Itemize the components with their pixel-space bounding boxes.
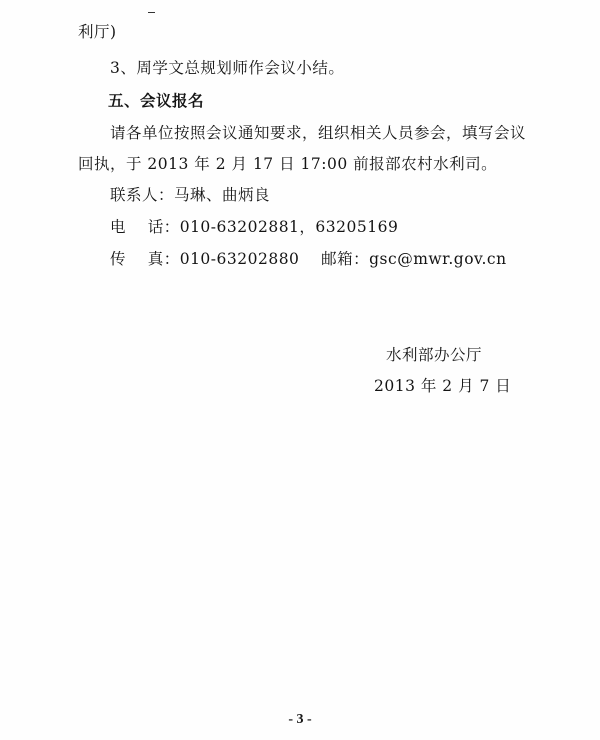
phone-line: 电 话：010-63202881，63205169 [110, 218, 399, 236]
text-line-4: 请各单位按照会议通知要求，组织相关人员参会，填写会议 [110, 124, 527, 142]
signature-org: 水利部办公厅 [386, 346, 483, 364]
text-line-1: 利厅) [78, 23, 117, 41]
text-line-2: 3、周学文总规划师作会议小结。 [110, 59, 345, 77]
fax-email-line: 传 真：010-63202880 邮箱：gsc@mwr.gov.cn [110, 250, 507, 268]
page-number: - 3 - [288, 712, 312, 727]
scan-mark [148, 12, 155, 13]
section-heading: 五、会议报名 [108, 92, 205, 110]
signature-date: 2013 年 2 月 7 日 [374, 377, 512, 395]
text-line-5: 回执，于 2013 年 2 月 17 日 17:00 前报部农村水利司。 [78, 155, 498, 173]
contact-line: 联系人：马琳、曲炳良 [110, 186, 271, 204]
